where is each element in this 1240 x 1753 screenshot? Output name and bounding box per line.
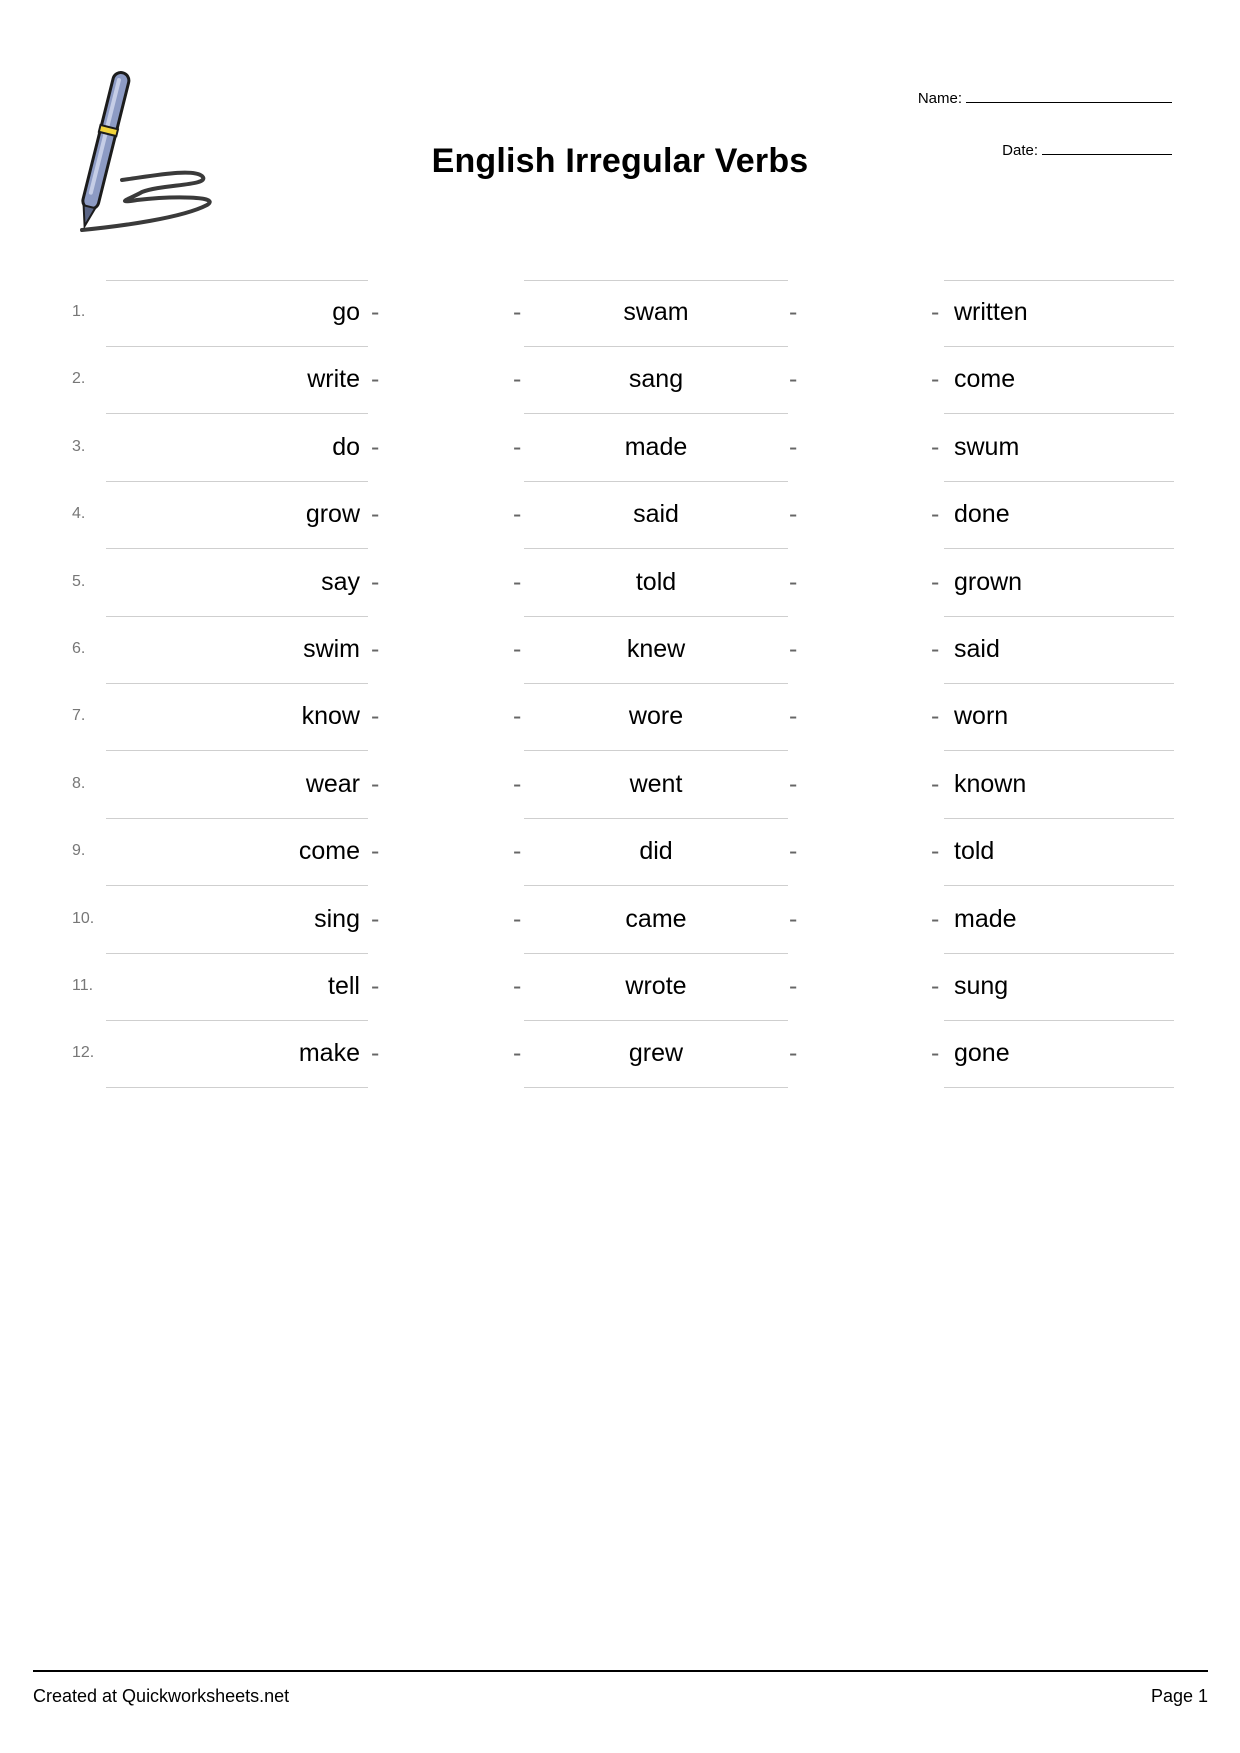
separator-dash: -: [513, 972, 522, 1000]
separator-dash: -: [371, 1039, 380, 1068]
participle-verb: swum: [954, 432, 1020, 461]
base-verb: do: [332, 432, 360, 461]
separator-dash: -: [931, 1039, 940, 1068]
participle-verb: sung: [954, 972, 1009, 1000]
row-number: 8.: [72, 774, 86, 792]
separator-dash: -: [513, 432, 522, 461]
row-number: 2.: [72, 370, 86, 388]
row-number: 10.: [72, 909, 95, 927]
base-verb: know: [301, 702, 360, 731]
separator-dash: -: [513, 567, 522, 596]
row-number: 1.: [72, 303, 86, 320]
separator-dash: -: [931, 567, 940, 596]
separator-dash: -: [789, 972, 798, 1000]
past-verb: swam: [623, 298, 689, 326]
separator-dash: -: [789, 837, 798, 866]
separator-dash: -: [789, 298, 798, 326]
participle-verb: gone: [954, 1039, 1010, 1068]
separator-dash: -: [931, 298, 940, 326]
separator-dash: -: [371, 837, 380, 866]
separator-dash: -: [789, 1039, 798, 1068]
table-row: [0, 617, 1240, 684]
separator-dash: -: [513, 837, 522, 866]
row-rule: [944, 1087, 1174, 1088]
separator-dash: -: [789, 500, 798, 529]
separator-dash: -: [789, 635, 798, 663]
base-verb: write: [307, 365, 360, 394]
row-number: 7.: [72, 707, 86, 725]
row-rule: [524, 1087, 788, 1088]
past-verb: wore: [628, 702, 684, 731]
date-field[interactable]: [1002, 142, 1172, 159]
past-verb: came: [625, 904, 687, 933]
separator-dash: -: [513, 365, 522, 394]
separator-dash: -: [513, 1039, 522, 1068]
base-verb: come: [298, 837, 360, 866]
participle-verb: known: [954, 769, 1027, 798]
participle-verb: said: [954, 635, 1000, 663]
separator-dash: -: [371, 432, 380, 461]
table-row: [0, 280, 1240, 347]
row-number: 6.: [72, 640, 86, 657]
name-label: Name:: [917, 90, 962, 107]
base-verb: go: [332, 298, 360, 326]
row-number: 11.: [72, 977, 94, 994]
separator-dash: -: [371, 500, 380, 529]
row-number: 4.: [72, 505, 86, 523]
separator-dash: -: [513, 500, 522, 529]
table-row: [0, 887, 1240, 954]
past-verb: did: [639, 837, 673, 866]
base-verb: make: [298, 1039, 360, 1068]
separator-dash: -: [789, 702, 798, 731]
table-row: [0, 684, 1240, 751]
past-verb: told: [635, 567, 677, 596]
past-verb: sang: [628, 365, 684, 394]
separator-dash: -: [513, 298, 522, 326]
separator-dash: -: [931, 769, 940, 798]
row-rule: [106, 1087, 368, 1088]
separator-dash: -: [371, 972, 380, 1000]
table-row: [0, 347, 1240, 414]
row-number: 3.: [72, 437, 86, 455]
separator-dash: -: [931, 432, 940, 461]
row-number: 5.: [72, 572, 86, 590]
base-verb: sing: [314, 904, 360, 933]
date-label: Date:: [1002, 142, 1038, 159]
past-verb: went: [629, 769, 683, 798]
past-verb: grew: [628, 1039, 684, 1068]
participle-verb: written: [954, 298, 1028, 326]
base-verb: swim: [303, 635, 360, 663]
past-verb: wrote: [625, 972, 687, 1000]
separator-dash: -: [931, 365, 940, 394]
table-row: [0, 482, 1240, 549]
separator-dash: -: [931, 837, 940, 866]
participle-verb: worn: [954, 702, 1009, 731]
base-verb: tell: [328, 972, 360, 1000]
name-blank-line[interactable]: [966, 101, 1172, 103]
separator-dash: -: [371, 365, 380, 394]
separator-dash: -: [931, 635, 940, 663]
separator-dash: -: [513, 769, 522, 798]
separator-dash: -: [513, 635, 522, 663]
table-row: [0, 954, 1240, 1021]
date-blank-line[interactable]: [1042, 153, 1172, 155]
base-verb: grow: [305, 500, 360, 529]
footer-page-number: Page 1: [1150, 1686, 1208, 1706]
separator-dash: -: [371, 702, 380, 731]
separator-dash: -: [931, 972, 940, 1000]
separator-dash: -: [513, 904, 522, 933]
separator-dash: -: [371, 904, 380, 933]
separator-dash: -: [931, 702, 940, 731]
separator-dash: -: [789, 567, 798, 596]
separator-dash: -: [789, 432, 798, 461]
separator-dash: -: [371, 567, 380, 596]
footer-divider: [33, 1670, 1208, 1672]
separator-dash: -: [513, 702, 522, 731]
participle-verb: come: [954, 365, 1016, 394]
separator-dash: -: [371, 635, 380, 663]
table-row: [0, 819, 1240, 886]
past-verb: said: [633, 500, 679, 529]
participle-verb: told: [954, 837, 995, 866]
base-verb: say: [321, 567, 360, 596]
name-field[interactable]: [918, 90, 1172, 107]
separator-dash: -: [931, 500, 940, 529]
participle-verb: done: [954, 500, 1010, 529]
past-verb: knew: [626, 635, 686, 663]
participle-verb: grown: [954, 567, 1023, 596]
separator-dash: -: [371, 298, 380, 326]
past-verb: made: [624, 432, 688, 461]
separator-dash: -: [931, 904, 940, 933]
separator-dash: -: [789, 904, 798, 933]
table-row: [0, 550, 1240, 617]
page-title: English Irregular Verbs: [431, 142, 809, 180]
footer-credit: Created at Quickworksheets.net: [33, 1686, 290, 1706]
row-number: 12.: [72, 1044, 95, 1062]
separator-dash: -: [371, 769, 380, 798]
separator-dash: -: [789, 365, 798, 394]
row-number: 9.: [72, 842, 86, 860]
participle-verb: made: [954, 904, 1017, 933]
base-verb: wear: [305, 769, 360, 798]
separator-dash: -: [789, 769, 798, 798]
table-row: [0, 752, 1240, 819]
table-row: [0, 1021, 1240, 1088]
table-row: [0, 415, 1240, 482]
